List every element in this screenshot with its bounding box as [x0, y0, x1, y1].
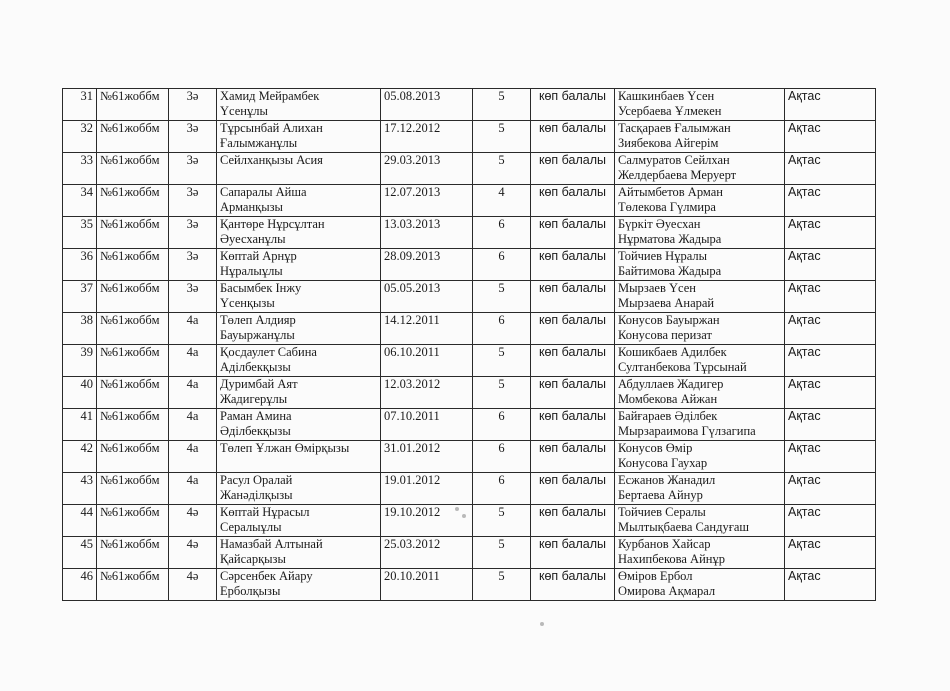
birth-date-cell: 29.03.2013 — [381, 153, 473, 185]
district-cell: Ақтас — [785, 89, 876, 121]
row-number: 44 — [63, 505, 97, 537]
student-name-line: Қайсарқызы — [220, 552, 286, 566]
student-name-line: Дуримбай Аят — [220, 377, 298, 391]
parent-name-line: Төлекова Гүлмира — [618, 200, 716, 214]
children-count-cell: 4 — [473, 185, 531, 217]
parent-name-line: Айтымбетов Арман — [618, 185, 723, 199]
family-status-cell: көп балалы — [531, 505, 615, 537]
school-cell: №61жоббм — [97, 281, 169, 313]
birth-date-cell: 17.12.2012 — [381, 121, 473, 153]
district-cell: Ақтас — [785, 217, 876, 249]
parent-name-line: Султанбекова Тұрсынай — [618, 360, 747, 374]
district-cell: Ақтас — [785, 537, 876, 569]
parent-name-line: Конусов Өмір — [618, 441, 693, 455]
class-cell: 4ə — [169, 505, 217, 537]
school-cell: №61жоббм — [97, 153, 169, 185]
table-row — [63, 473, 876, 505]
family-status-cell: көп балалы — [531, 377, 615, 409]
school-cell: №61жоббм — [97, 313, 169, 345]
student-name-line: Сералыұлы — [220, 520, 282, 534]
parent-name-line: Кашкинбаев Үсен — [618, 89, 715, 103]
scan-dust-mark — [462, 514, 466, 518]
class-cell: 4a — [169, 441, 217, 473]
student-name-cell — [217, 281, 381, 313]
student-name-line: Төлеп Алдияр — [220, 313, 296, 327]
school-cell: №61жоббм — [97, 89, 169, 121]
class-cell: 3ə — [169, 89, 217, 121]
student-name-cell — [217, 441, 381, 473]
district-cell: Ақтас — [785, 377, 876, 409]
parent-name-line: Зиябекова Айгерім — [618, 136, 719, 150]
district-cell: Ақтас — [785, 473, 876, 505]
student-name-line: Расул Оралай — [220, 473, 293, 487]
table-row — [63, 345, 876, 377]
class-cell: 3ə — [169, 281, 217, 313]
district-cell: Ақтас — [785, 249, 876, 281]
family-status-cell: көп балалы — [531, 281, 615, 313]
family-status-cell: көп балалы — [531, 153, 615, 185]
school-cell: №61жоббм — [97, 409, 169, 441]
scan-dust-mark — [455, 507, 459, 511]
parents-cell — [615, 217, 785, 249]
district-cell: Ақтас — [785, 569, 876, 601]
student-name-cell — [217, 217, 381, 249]
student-name-cell — [217, 569, 381, 601]
birth-date-cell: 07.10.2011 — [381, 409, 473, 441]
student-name-line: Үсенұлы — [220, 104, 268, 118]
school-cell: №61жоббм — [97, 121, 169, 153]
birth-date-cell: 19.10.2012 — [381, 505, 473, 537]
roster-body — [63, 89, 876, 601]
row-number: 36 — [63, 249, 97, 281]
class-cell: 3ə — [169, 249, 217, 281]
student-name-cell — [217, 313, 381, 345]
class-cell: 4ə — [169, 569, 217, 601]
table-row — [63, 121, 876, 153]
parent-name-line: Тойчиев Нұралы — [618, 249, 708, 263]
children-count-cell: 5 — [473, 153, 531, 185]
scan-dust-mark — [540, 622, 544, 626]
table-row — [63, 185, 876, 217]
family-status-cell: көп балалы — [531, 345, 615, 377]
student-name-line: Ғалымжанұлы — [220, 136, 298, 150]
student-name-line: Үсенқызы — [220, 296, 275, 310]
class-cell: 3ə — [169, 217, 217, 249]
school-cell: №61жоббм — [97, 505, 169, 537]
class-cell: 4a — [169, 409, 217, 441]
birth-date-cell: 25.03.2012 — [381, 537, 473, 569]
table-row — [63, 377, 876, 409]
children-count-cell: 6 — [473, 409, 531, 441]
class-cell: 4ə — [169, 537, 217, 569]
parent-name-line: Мырзаев Үсен — [618, 281, 696, 295]
parent-name-line: Мырзараимова Гүлзагипа — [618, 424, 756, 438]
parent-name-line: Омирова Ақмарал — [618, 584, 716, 598]
children-count-cell: 5 — [473, 121, 531, 153]
family-status-cell: көп балалы — [531, 121, 615, 153]
school-cell: №61жоббм — [97, 377, 169, 409]
student-name-line: Сапаралы Айша — [220, 185, 307, 199]
parent-name-line: Мылтықбаева Сандуғаш — [618, 520, 750, 534]
parent-name-line: Усербаева Ұлмекен — [618, 104, 722, 118]
parents-cell — [615, 537, 785, 569]
student-name-line: Сәрсенбек Айару — [220, 569, 313, 583]
student-name-line: Төлеп Ұлжан Өмірқызы — [220, 441, 350, 455]
row-number: 34 — [63, 185, 97, 217]
parent-name-line: Тойчиев Сералы — [618, 505, 706, 519]
parent-name-line: Тасқараев Ғалымжан — [618, 121, 731, 135]
student-name-cell — [217, 89, 381, 121]
children-count-cell: 6 — [473, 249, 531, 281]
birth-date-cell: 12.07.2013 — [381, 185, 473, 217]
student-name-line: Бауыржанұлы — [220, 328, 295, 342]
class-cell: 3ə — [169, 121, 217, 153]
school-cell: №61жоббм — [97, 217, 169, 249]
birth-date-cell: 20.10.2011 — [381, 569, 473, 601]
children-count-cell: 5 — [473, 345, 531, 377]
children-count-cell: 5 — [473, 89, 531, 121]
row-number: 38 — [63, 313, 97, 345]
table-row — [63, 217, 876, 249]
parent-name-line: Конусова Гаухар — [618, 456, 708, 470]
table-row — [63, 281, 876, 313]
parents-cell — [615, 249, 785, 281]
row-number: 42 — [63, 441, 97, 473]
parents-cell — [615, 569, 785, 601]
table-row — [63, 409, 876, 441]
student-name-line: Қантөре Нұрсұлтан — [220, 217, 325, 231]
student-name-cell — [217, 249, 381, 281]
parents-cell — [615, 89, 785, 121]
birth-date-cell: 31.01.2012 — [381, 441, 473, 473]
table-row — [63, 537, 876, 569]
row-number: 31 — [63, 89, 97, 121]
student-name-line: Сейлханқызы Асия — [220, 153, 323, 167]
class-cell: 4a — [169, 377, 217, 409]
parent-name-line: Конусов Бауыржан — [618, 313, 720, 327]
school-cell: №61жоббм — [97, 249, 169, 281]
school-cell: №61жоббм — [97, 537, 169, 569]
family-status-cell: көп балалы — [531, 249, 615, 281]
table-row — [63, 89, 876, 121]
birth-date-cell: 14.12.2011 — [381, 313, 473, 345]
parents-cell — [615, 505, 785, 537]
student-name-line: Әділбекқызы — [220, 424, 291, 438]
parent-name-line: Нахипбекова Айнұр — [618, 552, 725, 566]
row-number: 33 — [63, 153, 97, 185]
school-cell: №61жоббм — [97, 441, 169, 473]
family-status-cell: көп балалы — [531, 569, 615, 601]
parent-name-line: Бертаева Айнур — [618, 488, 703, 502]
student-name-line: Әуесханұлы — [220, 232, 286, 246]
row-number: 45 — [63, 537, 97, 569]
row-number: 32 — [63, 121, 97, 153]
student-name-cell — [217, 345, 381, 377]
school-cell: №61жоббм — [97, 345, 169, 377]
parents-cell — [615, 409, 785, 441]
student-name-cell — [217, 473, 381, 505]
family-status-cell: көп балалы — [531, 409, 615, 441]
birth-date-cell: 19.01.2012 — [381, 473, 473, 505]
parent-name-line: Өміров Ербол — [618, 569, 693, 583]
student-name-line: Жанәділқызы — [220, 488, 293, 502]
student-name-line: Хамид Мейрамбек — [220, 89, 320, 103]
family-status-cell: көп балалы — [531, 441, 615, 473]
children-count-cell: 6 — [473, 217, 531, 249]
district-cell: Ақтас — [785, 505, 876, 537]
row-number: 35 — [63, 217, 97, 249]
district-cell: Ақтас — [785, 441, 876, 473]
school-cell: №61жоббм — [97, 473, 169, 505]
student-name-line: Арманқызы — [220, 200, 283, 214]
student-name-line: Қосдаулет Сабина — [220, 345, 317, 359]
district-cell: Ақтас — [785, 121, 876, 153]
parent-name-line: Байтимова Жадыра — [618, 264, 722, 278]
student-name-line: Аділбекқызы — [220, 360, 291, 374]
table-row — [63, 569, 876, 601]
parent-name-line: Бүркіт Әуесхан — [618, 217, 701, 231]
birth-date-cell: 06.10.2011 — [381, 345, 473, 377]
school-cell: №61жоббм — [97, 569, 169, 601]
children-count-cell: 6 — [473, 441, 531, 473]
children-count-cell: 6 — [473, 473, 531, 505]
row-number: 39 — [63, 345, 97, 377]
parent-name-line: Байғараев Әділбек — [618, 409, 718, 423]
children-count-cell: 5 — [473, 281, 531, 313]
row-number: 37 — [63, 281, 97, 313]
row-number: 41 — [63, 409, 97, 441]
table-row — [63, 249, 876, 281]
children-count-cell: 5 — [473, 569, 531, 601]
family-status-cell: көп балалы — [531, 217, 615, 249]
student-name-line: Көптай Нұрасыл — [220, 505, 310, 519]
parent-name-line: Нұрматова Жадыра — [618, 232, 722, 246]
parents-cell — [615, 473, 785, 505]
table-row — [63, 153, 876, 185]
birth-date-cell: 28.09.2013 — [381, 249, 473, 281]
district-cell: Ақтас — [785, 153, 876, 185]
student-name-line: Жадигерұлы — [220, 392, 288, 406]
family-status-cell: көп балалы — [531, 89, 615, 121]
district-cell: Ақтас — [785, 281, 876, 313]
parent-name-line: Салмуратов Сейлхан — [618, 153, 730, 167]
student-name-line: Көптай Арнұр — [220, 249, 297, 263]
parents-cell — [615, 441, 785, 473]
parents-cell — [615, 313, 785, 345]
table-row — [63, 505, 876, 537]
family-status-cell: көп балалы — [531, 185, 615, 217]
district-cell: Ақтас — [785, 313, 876, 345]
student-name-cell — [217, 377, 381, 409]
student-name-line: Раман Амина — [220, 409, 292, 423]
parent-name-line: Конусова перизат — [618, 328, 712, 342]
children-count-cell: 5 — [473, 377, 531, 409]
row-number: 40 — [63, 377, 97, 409]
student-name-line: Нұралыұлы — [220, 264, 283, 278]
student-name-cell — [217, 153, 381, 185]
student-name-line: Басымбек Інжу — [220, 281, 302, 295]
parents-cell — [615, 345, 785, 377]
birth-date-cell: 05.05.2013 — [381, 281, 473, 313]
family-status-cell: көп балалы — [531, 313, 615, 345]
children-count-cell: 6 — [473, 313, 531, 345]
class-cell: 4a — [169, 345, 217, 377]
parent-name-line: Абдуллаев Жадигер — [618, 377, 724, 391]
parents-cell — [615, 185, 785, 217]
table-row — [63, 313, 876, 345]
student-name-line: Ерболқызы — [220, 584, 281, 598]
parents-cell — [615, 377, 785, 409]
table-row — [63, 441, 876, 473]
parent-name-line: Курбанов Хайсар — [618, 537, 711, 551]
children-count-cell: 5 — [473, 505, 531, 537]
family-status-cell: көп балалы — [531, 473, 615, 505]
class-cell: 3ə — [169, 185, 217, 217]
birth-date-cell: 13.03.2013 — [381, 217, 473, 249]
student-name-cell — [217, 121, 381, 153]
student-name-line: Тұрсынбай Алихан — [220, 121, 323, 135]
student-name-cell — [217, 409, 381, 441]
parent-name-line: Желдербаева Меруерт — [618, 168, 737, 182]
row-number: 43 — [63, 473, 97, 505]
district-cell: Ақтас — [785, 185, 876, 217]
row-number: 46 — [63, 569, 97, 601]
district-cell: Ақтас — [785, 345, 876, 377]
parents-cell — [615, 281, 785, 313]
district-cell: Ақтас — [785, 409, 876, 441]
birth-date-cell: 12.03.2012 — [381, 377, 473, 409]
parent-name-line: Кошикбаев Адилбек — [618, 345, 727, 359]
class-cell: 3ə — [169, 153, 217, 185]
parent-name-line: Мырзаева Анарай — [618, 296, 715, 310]
class-cell: 4a — [169, 473, 217, 505]
school-cell: №61жоббм — [97, 185, 169, 217]
parents-cell — [615, 121, 785, 153]
student-name-cell — [217, 505, 381, 537]
parents-cell — [615, 153, 785, 185]
student-name-cell — [217, 537, 381, 569]
family-status-cell: көп балалы — [531, 537, 615, 569]
parent-name-line: Момбекова Айжан — [618, 392, 718, 406]
class-cell: 4a — [169, 313, 217, 345]
student-name-cell — [217, 185, 381, 217]
children-count-cell: 5 — [473, 537, 531, 569]
student-name-line: Намазбай Алтынай — [220, 537, 323, 551]
parent-name-line: Есжанов Жанадил — [618, 473, 716, 487]
birth-date-cell: 05.08.2013 — [381, 89, 473, 121]
student-roster-table — [62, 88, 876, 601]
